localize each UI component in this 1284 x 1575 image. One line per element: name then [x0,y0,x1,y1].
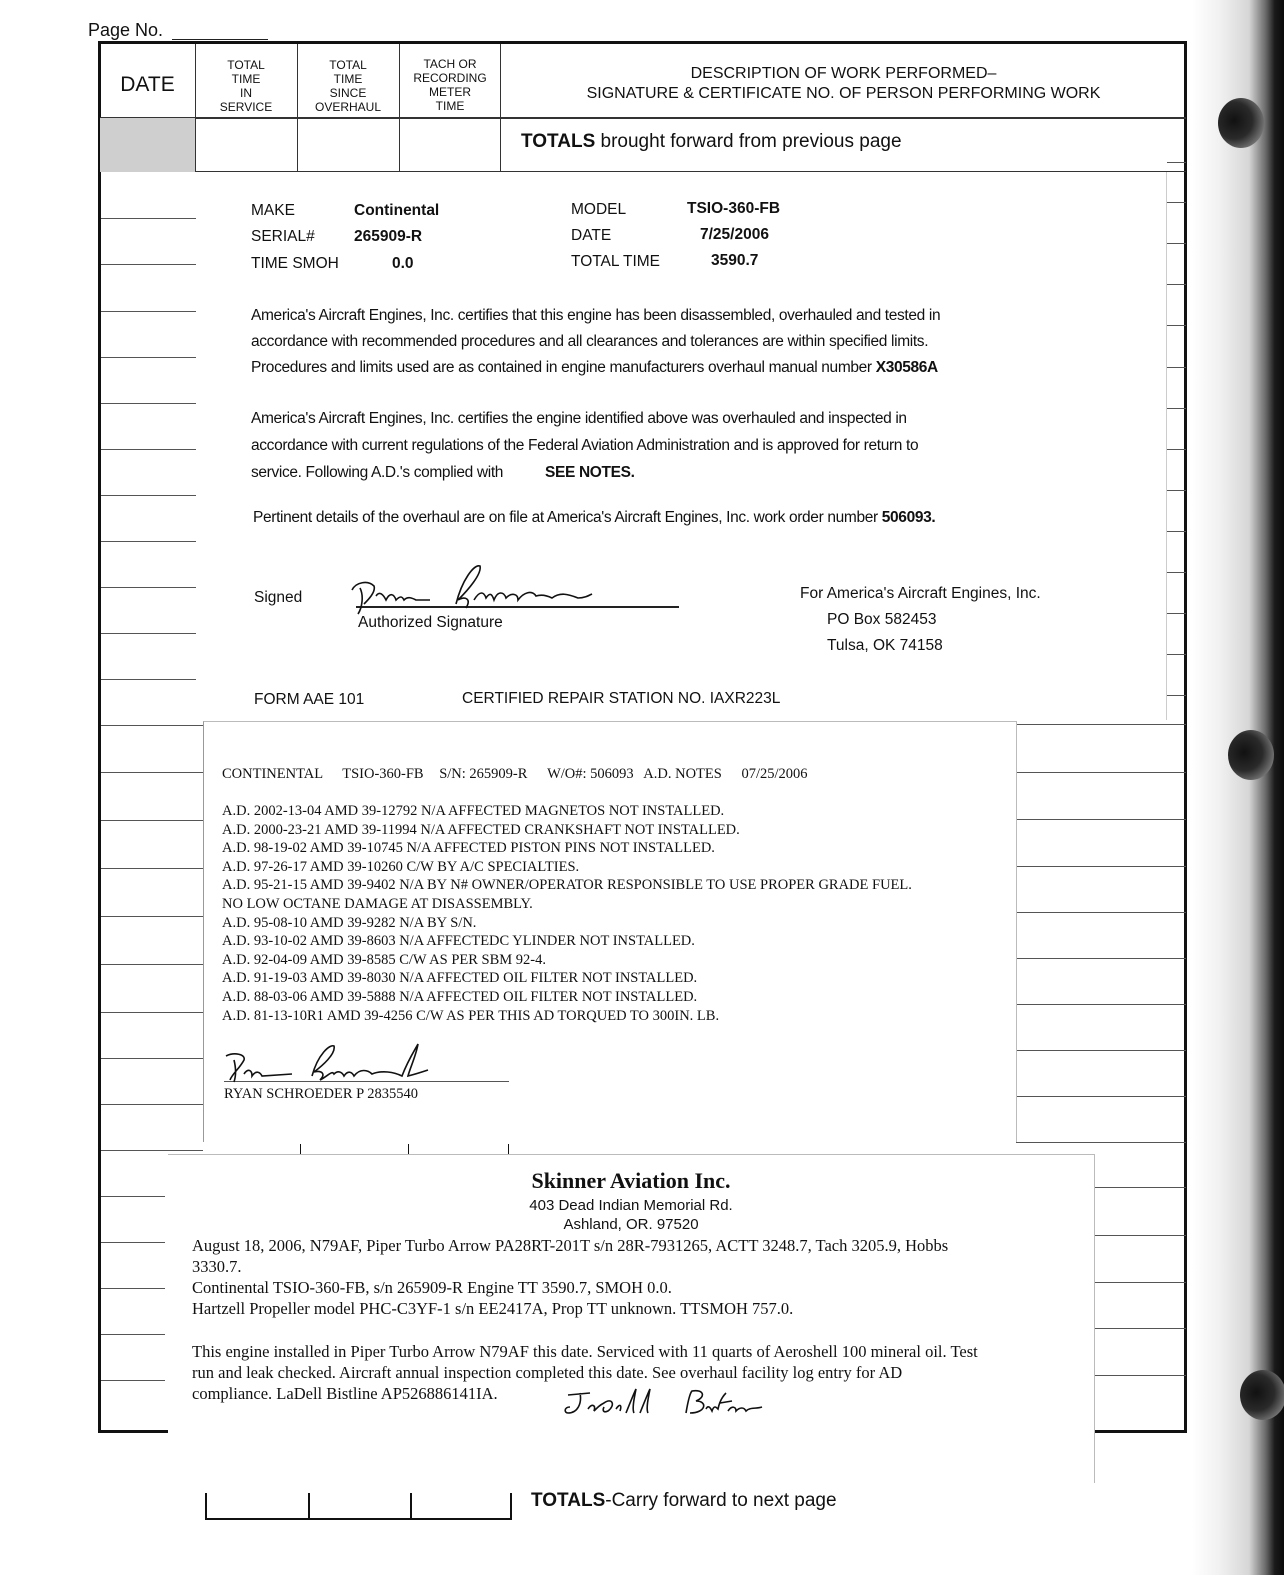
make-label: MAKE [251,202,295,219]
footer-totals-boxes [205,1518,512,1520]
work-order-number: 506093. [881,509,936,526]
log-row-line [1167,408,1186,409]
log-row-line [101,403,196,404]
footer-box-divider [410,1493,412,1520]
ad-line: A.D. 92-04-09 AMD 39-8585 C/W AS PER SBM 92-4. [222,951,546,968]
log-row-line [1167,284,1186,285]
date-value: 7/25/2006 [700,226,769,243]
ad-line: A.D. 93-10-02 AMD 39-8603 N/A AFFECTEDC YLINDER NOT INSTALLED. [222,933,695,950]
log-row-line [101,1104,203,1105]
shaded-date-cell [100,118,195,172]
log-row-line [1167,654,1186,655]
log-row-line [1016,912,1186,913]
log-row-line [1167,243,1186,244]
footer-box-divider [510,1493,512,1520]
authorized-signature-label: Authorized Signature [358,614,503,631]
entry-line: run and leak checked. Aircraft annual inspection completed this date. See overhaul facility log entry for AD [192,1363,903,1382]
model-label: MODEL [571,201,627,218]
ad-line: A.D. 81-13-10R1 AMD 39-4256 C/W AS PER THIS AD TORQUED TO 300IN. LB. [222,1007,720,1024]
entry-line: This engine installed in Piper Turbo Arrow N79AF this date. Serviced with 11 quarts of Aeroshell 100 mineral oil. Test [192,1342,978,1361]
paragraph-line: America's Aircraft Engines, Inc. certifies the engine identified above was overhauled and inspected in [251,410,907,427]
pertinent-details [253,509,935,527]
skinner-aircraft-details [192,1235,948,1319]
address-line: 403 Dead Indian Memorial Rd. [529,1197,733,1214]
log-row-line [101,964,203,965]
totals-text: brought forward from previous page [595,131,902,152]
entry-line: Hartzell Propeller model PHC-C3YF-1 s/n EE2417A, Prop TT unknown. TTSMOH 757.0. [192,1299,794,1318]
log-row-line [101,725,203,726]
entry-line: Continental TSIO-360-FB, s/n 265909-R Engine TT 3590.7, SMOH 0.0. [192,1278,672,1297]
log-row-line [101,820,203,821]
skinner-company-name: Skinner Aviation Inc. [531,1168,731,1193]
header-text: SIGNATURE & CERTIFICATE NO. OF PERSON PERFORMING WORK [586,85,1101,102]
log-row-line [101,1242,165,1243]
ad-line: NO LOW OCTANE DAMAGE AT DISASSEMBLY. [222,895,533,912]
ad-line: A.D. 95-08-10 AMD 39-9282 N/A BY S/N. [222,914,477,931]
column-header-total-time-since-overhaul [298,58,398,114]
header-text: DESCRIPTION OF WORK PERFORMED– [690,65,997,82]
header-text: SINCE [329,86,367,100]
log-row-line [1016,1050,1186,1051]
heading-work-order: W/O#: 506093 [547,766,634,782]
serial-label: SERIAL# [251,228,315,245]
log-row-line [101,1012,203,1013]
footer-box-divider [205,1493,207,1520]
ad-line: A.D. 2000-23-21 AMD 39-11994 N/A AFFECTED CRANKSHAFT NOT INSTALLED. [222,821,740,838]
header-text: TIME [231,72,261,86]
handwritten-signature-schroeder-ad [222,1040,432,1085]
log-row-line [101,679,196,680]
serial-value: 265909-R [354,228,423,245]
column-header-description [501,64,1186,104]
log-row-line [1167,367,1186,368]
paragraph-line: America's Aircraft Engines, Inc. certifies that this engine has been disassembled, overhauled and tested in [251,307,941,324]
ad-line: A.D. 97-26-17 AMD 39-10260 C/W BY A/C SPECIALTIES. [222,858,580,875]
signed-label: Signed [254,589,303,606]
certification-paragraph-1 [251,303,940,381]
entry-line: compliance. LaDell Bistline AP526886141IA. [192,1384,498,1403]
log-row-line [101,449,196,450]
ad-signer-name: RYAN SCHROEDER P 2835540 [224,1086,419,1102]
binder-hole [1218,98,1264,148]
skinner-address [168,1196,1094,1234]
header-text: TIME [435,99,465,113]
log-row-line [101,587,196,588]
header-divider [100,117,1186,119]
paragraph-line: accordance with current regulations of the Federal Aviation Administration and is approved for return to [251,437,919,454]
header-text: OVERHAUL [314,100,382,114]
log-row-line [1095,1282,1186,1283]
paragraph-line: service. Following A.D.'s complied with [251,464,504,481]
ad-line: A.D. 88-03-06 AMD 39-5888 N/A AFFECTED OIL FILTER NOT INSTALLED. [222,988,698,1005]
log-row-line [1167,695,1186,696]
model-value: TSIO-360-FB [687,200,781,217]
binder-edge [1192,0,1284,1575]
totals-brought-forward [521,131,902,153]
log-row-line [101,218,196,219]
log-row-line [1016,1004,1186,1005]
log-row-line [101,633,196,634]
footer-totals-text: -Carry forward to next page [605,1490,837,1511]
log-row-line [101,264,196,265]
form-number: FORM AAE 101 [254,691,365,708]
ad-notes-heading [222,765,808,784]
log-row-line [101,1196,165,1197]
company-name: For America's Aircraft Engines, Inc. [800,585,1041,602]
footer-totals-bold: TOTALS [531,1490,606,1511]
log-row-line [101,916,203,917]
log-row-line [101,541,196,542]
page-number-label: Page No. [88,20,164,40]
log-row-line [101,1150,203,1151]
log-row-line [1167,572,1186,573]
log-row-line [1095,1235,1186,1236]
header-text: RECORDING [413,71,487,85]
header-text: TOTAL [329,58,367,72]
log-row-line [101,311,196,312]
binder-hole [1228,730,1274,780]
log-row-line [1016,866,1186,867]
company-po-box: PO Box 582453 [827,611,937,628]
pertinent-text: Pertinent details of the overhaul are on file at America's Aircraft Engines, Inc. work order number [253,509,882,526]
log-row-line [1167,490,1186,491]
log-row-line [101,1058,203,1059]
repair-station-number: CERTIFIED REPAIR STATION NO. IAXR223L [462,690,781,707]
see-notes: SEE NOTES. [545,464,635,481]
heading-model: TSIO-360-FB [342,766,424,782]
manual-number: X30586A [875,359,938,376]
header-text: SERVICE [219,100,273,114]
log-row-line [101,772,203,773]
totals-bold: TOTALS [521,131,596,152]
log-row-line [101,357,196,358]
ad-line: A.D. 2002-13-04 AMD 39-12792 N/A AFFECTED MAGNETOS NOT INSTALLED. [222,803,725,819]
date-label: DATE [571,227,612,244]
paragraph-line: Procedures and limits used are as contained in engine manufacturers overhaul manual number [251,359,876,376]
column-header-total-time-in-service [196,58,296,114]
log-row-line [1095,1187,1186,1188]
entry-line: 3330.7. [192,1257,242,1276]
heading-serial: S/N: 265909-R [439,766,528,782]
total-time-value: 3590.7 [711,252,759,269]
log-row-line [101,1288,165,1289]
smoh-label: TIME SMOH [251,255,339,272]
log-row-line [101,495,196,496]
log-row-line [1167,449,1186,450]
log-row-line [101,868,203,869]
heading-make: CONTINENTAL [222,766,323,782]
log-row-line [1095,1375,1186,1376]
make-value: Continental [354,202,440,219]
column-header-tach-time [400,57,500,113]
header-text: TACH OR [423,57,477,71]
log-row-line [1016,1096,1186,1097]
log-row-line [101,1334,165,1335]
heading-ad-notes: A.D. NOTES [643,766,722,782]
header-text: METER [429,85,471,99]
header-text: IN [240,86,252,100]
header-text: TIME [333,72,363,86]
company-city: Tulsa, OK 74158 [827,637,943,654]
log-row-line [1016,819,1186,820]
handwritten-signature-schroeder [346,560,596,620]
entry-line: August 18, 2006, N79AF, Piper Turbo Arrow PA28RT-201T s/n 28R-7931265, ACTT 3248.7, Tach 3205.9, Hobbs [192,1236,949,1255]
log-row-line [1016,772,1186,773]
total-time-label: TOTAL TIME [571,253,660,270]
handwritten-signature-bistline [560,1385,770,1421]
ad-line: A.D. 95-21-15 AMD 39-9402 N/A BY N# OWNER/OPERATOR RESPONSIBLE TO USE PROPER GRADE FUEL. [222,877,912,894]
binder-hole [1240,1370,1284,1420]
smoh-value: 0.0 [392,255,414,272]
log-row-line [1167,531,1186,532]
log-row-line [1016,1142,1186,1143]
log-row-line [1167,613,1186,614]
heading-date: 07/25/2006 [741,766,808,782]
log-row-line [1016,724,1186,725]
log-row-line [1016,958,1186,959]
column-header-date: DATE [120,73,175,96]
log-row-line [1167,162,1186,163]
ad-line: A.D. 91-19-03 AMD 39-8030 N/A AFFECTED OIL FILTER NOT INSTALLED. [222,970,698,987]
ad-line: A.D. 98-19-02 AMD 39-10745 N/A AFFECTED PISTON PINS NOT INSTALLED. [222,840,715,857]
paragraph-line: accordance with recommended procedures and all clearances and tolerances are within specified limits. [251,333,929,350]
totals-carry-forward [531,1490,837,1512]
ad-list [222,802,912,1025]
log-row-line [1167,325,1186,326]
log-row-line [1167,202,1186,203]
certification-paragraph-2 [251,405,918,486]
footer-box-divider [308,1493,310,1520]
log-row-line [1095,1328,1186,1329]
header-text: TOTAL [227,58,265,72]
address-line: Ashland, OR. 97520 [563,1216,699,1233]
page-number-field[interactable] [172,39,268,40]
log-row-line [101,1380,165,1381]
